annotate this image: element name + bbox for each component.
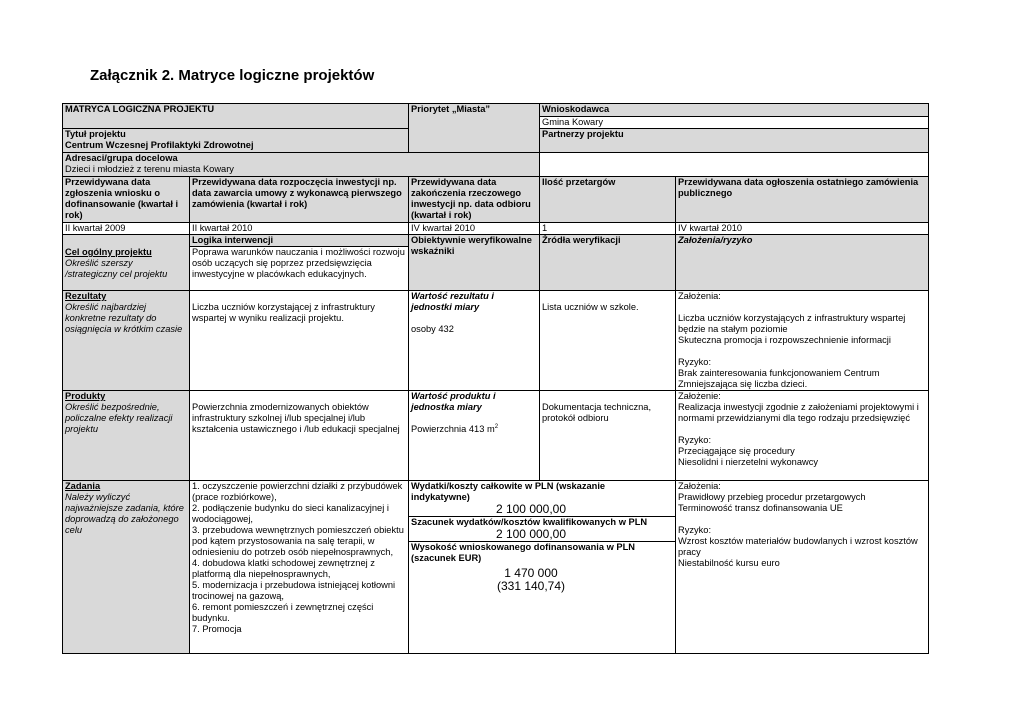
produkty-indicator-value: Powierzchnia 413 $m^2$ bbox=[411, 423, 499, 434]
zadania-risk-2: Niestabilność kursu euro bbox=[678, 558, 780, 568]
produkty-risk-2: Niesolidni i nierzetelni wykonawcy bbox=[678, 457, 819, 467]
rezultaty-logic-cell bbox=[190, 291, 409, 391]
date-value-end: IV kwartał 2010 bbox=[409, 223, 540, 235]
date-header-end: Przewidywana data zakończenia rzeczowego inwestycji np. data odbioru (kwartał i rok) bbox=[409, 177, 540, 223]
cofinancing-pln: 1 470 000 bbox=[504, 566, 558, 580]
rezultaty-assumptions-cell bbox=[676, 291, 929, 391]
rezultaty-assumptions-label: Założenia: bbox=[678, 291, 721, 301]
rezultaty-risk-1: Brak zainteresowania funkcjonowaniem Centrum Zmniejszająca się liczba dzieci. bbox=[678, 368, 880, 389]
rezultaty-desc: Określić najbardziej konkretne rezultaty do osiągnięcia w krótkim czasie bbox=[65, 302, 183, 334]
produkty-logic: Powierzchnia zmodernizowanych obiektów infrastruktury szkolnej i/lub specjalnej i/lub kształcenia ustawicznego i /lub edukacji specjalnej bbox=[192, 402, 400, 434]
applicant-value: Gmina Kowary bbox=[542, 117, 603, 127]
applicant-value-cell bbox=[540, 117, 929, 129]
target-group-value: Dzieci i młodzież z terenu miasta Kowary bbox=[65, 164, 234, 174]
produkty-assumption-1: Realizacja inwestycji zgodnie z założeniami projektowymi i normami przewidzianymi dla tego rodzaju przedsięwzięć bbox=[678, 402, 919, 423]
zadanie-item: 5. modernizacja i przebudowa istniejącej kotłowni trocinowej na gazową, bbox=[192, 580, 396, 601]
indicators-header: Obiektywnie weryfikowalne wskaźniki bbox=[409, 235, 540, 291]
cofinancing-label: Wysokość wnioskowanego dofinansowania w PLN (szacunek EUR) bbox=[411, 542, 636, 563]
page-title: Załącznik 2. Matryce logiczne projektów bbox=[90, 67, 375, 84]
zadanie-item: 7. Promocja bbox=[192, 624, 242, 634]
project-title-cell bbox=[63, 129, 409, 153]
rezultaty-source-cell bbox=[540, 291, 676, 391]
rezultaty-assumption-2: Skuteczna promocja i rozpowszechnienie informacji bbox=[678, 335, 891, 345]
sources-header: Źródła weryfikacji bbox=[540, 235, 676, 291]
zadania-assumptions-cell bbox=[676, 481, 929, 654]
zadania-risk-1: Wzrost kosztów materiałów budowlanych i wzrost kosztów pracy bbox=[678, 536, 918, 557]
priority-label: Priorytet „Miasta” bbox=[411, 104, 491, 114]
rezultaty-cell bbox=[63, 291, 190, 391]
produkty-assumptions-label: Założenie: bbox=[678, 391, 721, 401]
zadania-assumptions-label: Założenia: bbox=[678, 481, 721, 491]
logic-header: Logika interwencji bbox=[190, 235, 409, 247]
date-header-tenders: Ilość przetargów bbox=[540, 177, 676, 223]
produkty-desc: Określić bezpośrednie, policzalne efekty realizacji projektu bbox=[65, 402, 173, 434]
total-costs-cell bbox=[409, 481, 676, 517]
partners-cell bbox=[540, 129, 929, 153]
zadanie-item: 6. remont pomieszczeń i zewnętrznej części budynku. bbox=[192, 602, 374, 623]
zadania-label: Zadania bbox=[65, 481, 101, 491]
target-group-cell bbox=[63, 153, 540, 177]
rezultaty-logic: Liczba uczniów korzystającej z infrastruktury wspartej w wyniku realizacji projektu. bbox=[192, 302, 375, 323]
produkty-assumptions-cell bbox=[676, 391, 929, 481]
project-title-label: Tytuł projektu bbox=[65, 129, 126, 139]
zadania-cell bbox=[63, 481, 190, 654]
rezultaty-label: Rezultaty bbox=[65, 291, 107, 301]
zadanie-item: 1. oczyszczenie powierzchni działki z przybudówek (prace rozbiórkowe), bbox=[192, 481, 403, 502]
cel-label: Cel ogólny projektu bbox=[65, 247, 152, 257]
date-value-last-order: IV kwartał 2010 bbox=[676, 223, 929, 235]
target-group-label: Adresaci/grupa docelowa bbox=[65, 153, 178, 163]
partners-label: Partnerzy projektu bbox=[542, 129, 624, 139]
produkty-source: Dokumentacja techniczna, protokół odbioru bbox=[542, 402, 652, 423]
eligible-costs-value: 2 100 000,00 bbox=[495, 527, 567, 541]
total-costs-label: Wydatki/koszty całkowite w PLN (wskazanie indykatywne) bbox=[411, 481, 606, 502]
total-costs-value: 2 100 000,00 bbox=[495, 502, 567, 516]
rezultaty-indicator-cell bbox=[409, 291, 540, 391]
rezultaty-indicator-value: osoby 432 bbox=[411, 324, 454, 334]
produkty-indicator-label: Wartość produktu i jednostka miary bbox=[411, 391, 496, 412]
produkty-indicator-cell bbox=[409, 391, 540, 481]
eligible-costs-label: Szacunek wydatków/kosztów kwalifikowanych w PLN bbox=[411, 517, 648, 527]
rezultaty-source: Lista uczniów w szkole. bbox=[542, 302, 639, 312]
date-header-last-order: Przewidywana data ogłoszenia ostatniego zamówienia publicznego bbox=[676, 177, 929, 223]
cofinancing-cell bbox=[409, 542, 676, 654]
zadania-assumption-2: Terminowość transz dofinansowania UE bbox=[678, 503, 843, 513]
assumptions-header: Założenia/ryzyko bbox=[676, 235, 929, 291]
date-header-submission: Przewidywana data zgłoszenia wniosku o dofinansowanie (kwartał i rok) bbox=[63, 177, 190, 223]
applicant-label: Wnioskodawca bbox=[542, 104, 610, 114]
date-header-start: Przewidywana data rozpoczęcia inwestycji np. data zawarcia umowy z wykonawcą pierwszego zamówienia (kwartał i rok) bbox=[190, 177, 409, 223]
logical-matrix-table bbox=[62, 103, 929, 654]
applicant-label-cell bbox=[540, 104, 929, 117]
produkty-risk-label: Ryzyko: bbox=[678, 435, 712, 445]
zadanie-item: 2. podłączenie budynku do sieci kanalizacyjnej i wodociągowej, bbox=[192, 503, 389, 524]
produkty-cell bbox=[63, 391, 190, 481]
cel-cell bbox=[63, 235, 190, 291]
produkty-risk-1: Przeciągające się procedury bbox=[678, 446, 795, 456]
project-title-value: Centrum Wczesnej Profilaktyki Zdrowotnej bbox=[65, 140, 254, 150]
produkty-label: Produkty bbox=[65, 391, 106, 401]
rezultaty-risk-label: Ryzyko: bbox=[678, 357, 712, 367]
produkty-source-cell bbox=[540, 391, 676, 481]
cel-desc-2: /strategiczny cel projektu bbox=[65, 269, 168, 279]
zadania-list-cell bbox=[190, 481, 409, 654]
matrix-label: MATRYCA LOGICZNA PROJEKTU bbox=[65, 104, 215, 114]
eligible-costs-cell bbox=[409, 517, 676, 542]
rezultaty-assumption-1: Liczba uczniów korzystających z infrastruktury wspartej będzie na stałym poziomie bbox=[678, 313, 906, 334]
zadania-risk-label: Ryzyko: bbox=[678, 525, 712, 535]
zadanie-item: 3. przebudowa wewnętrznych pomieszczeń obiektu pod kątem przystosowania na salę terapii, w odniesieniu do potrzeb osób niepełnosprawnych, bbox=[192, 525, 404, 557]
date-value-start: II kwartał 2010 bbox=[190, 223, 409, 235]
cel-desc-1: Określić szerszy bbox=[65, 258, 133, 268]
priority-label-cell bbox=[409, 104, 540, 153]
date-value-tenders: 1 bbox=[540, 223, 676, 235]
zadania-assumption-1: Prawidłowy przebieg procedur przetargowych bbox=[678, 492, 866, 502]
cel-logic: Poprawa warunków nauczania i możliwości rozwoju osób uczących się poprzez przedsięwzięcia inwestycyjne w placówkach edukacyjnych. bbox=[190, 247, 409, 291]
date-value-submission: II kwartał 2009 bbox=[63, 223, 190, 235]
target-group-empty bbox=[540, 153, 929, 177]
cofinancing-eur: (331 140,74) bbox=[496, 579, 566, 593]
produkty-logic-cell bbox=[190, 391, 409, 481]
rezultaty-indicator-label: Wartość rezultatu i jednostki miary bbox=[411, 291, 495, 312]
matrix-label-cell bbox=[63, 104, 409, 129]
zadanie-item: 4. dobudowa klatki schodowej zewnętrznej z platformą dla niepełnosprawnych, bbox=[192, 558, 375, 579]
zadania-desc: Należy wyliczyć najważniejsze zadania, które doprowadzą do założonego celu bbox=[65, 492, 184, 535]
